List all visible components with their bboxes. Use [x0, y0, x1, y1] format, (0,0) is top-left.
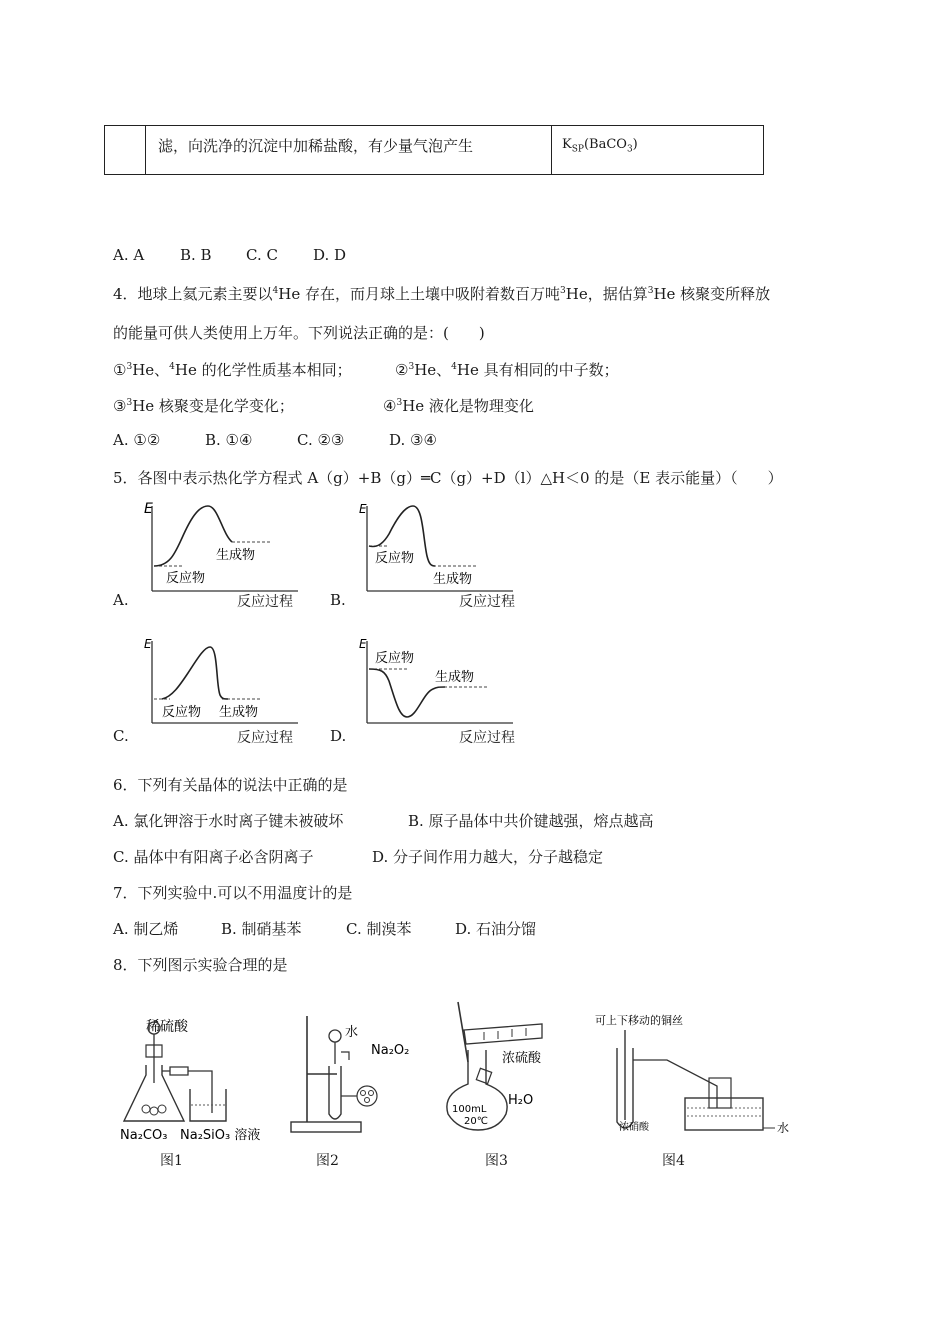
q6-option-a[interactable]: A. 氯化钾溶于水时离子键未被破坏 — [113, 812, 344, 830]
figure-4-caption: 图4 — [662, 1153, 685, 1169]
q6-option-b[interactable]: B. 原子晶体中共价键越强，熔点越高 — [408, 812, 654, 830]
energy-curve — [162, 647, 228, 699]
water-trough — [685, 1098, 763, 1130]
sodium-carbonate-label: Na₂CO₃ — [120, 1128, 168, 1143]
q5-graph-b-letter[interactable]: B. — [330, 591, 346, 609]
answer-table-row — [104, 125, 764, 175]
energy-curve — [369, 669, 445, 717]
reactant-label: 反应物 — [375, 651, 415, 666]
q7-option-b[interactable]: B. 制硝基苯 — [221, 920, 302, 938]
copper-wire-label: 可上下移动的铜丝 — [595, 1014, 683, 1027]
energy-axis-label: E — [359, 502, 367, 516]
water-formula-label: H₂O — [508, 1093, 534, 1108]
q5-graph-c-xlabel: 反应过程 — [237, 730, 293, 746]
dilute-sulfuric-acid-label: 稀硫酸 — [146, 1019, 188, 1035]
q8-stem: 8．下列图示实验合理的是 — [113, 956, 288, 974]
graduated-cylinder — [464, 1024, 542, 1044]
q4-option-d[interactable]: D. ③④ — [389, 431, 437, 449]
q4-stem-line1: 4．地球上氦元素主要以$^4$He 存在，而月球上土壤中吸附着数百万吨$^3$He，据估算$^3$He 核聚变所释放 — [113, 285, 771, 303]
sodium-peroxide-label: Na₂O₂ — [371, 1043, 410, 1058]
product-label: 生成物 — [216, 548, 256, 563]
product-label: 生成物 — [219, 705, 259, 720]
q3-option-d[interactable]: D. D — [313, 246, 347, 264]
conc-nitric-acid-label: 浓硝酸 — [619, 1122, 649, 1133]
q7-stem: 7．下列实验中.可以不用温度计的是 — [113, 884, 353, 902]
water-label: 水 — [777, 1121, 790, 1135]
delivery-tube — [633, 1060, 717, 1108]
q5-stem: 5．各图中表示热化学方程式 A（g）+B（g）═C（g）+D（l）△H＜0 的是（E 表示能量）（ ） — [113, 469, 783, 487]
q8-figure-3 — [438, 998, 578, 1140]
conc-sulfuric-acid-label: 浓硫酸 — [502, 1051, 542, 1066]
table-cell-procedure: 滤，向洗净的沉淀中加稀盐酸，有少量气泡产生 — [146, 126, 552, 174]
energy-axis-label: E — [144, 501, 153, 517]
q8-figure-2 — [285, 1010, 415, 1140]
figure-2-caption: 图2 — [316, 1153, 339, 1169]
flask-volume-label: 100mL — [452, 1104, 487, 1115]
q5-graph-c-letter[interactable]: C. — [113, 727, 129, 745]
q5-graph-b-xlabel: 反应过程 — [459, 594, 515, 610]
product-label: 生成物 — [433, 572, 473, 587]
q7-option-d[interactable]: D. 石油分馏 — [455, 920, 537, 938]
reactant-label: 反应物 — [162, 705, 202, 720]
q6-option-d[interactable]: D. 分子间作用力越大，分子越稳定 — [372, 848, 604, 866]
q8-figure-4 — [595, 1010, 795, 1140]
q5-graph-d-letter[interactable]: D. — [330, 727, 347, 745]
figure-1-caption: 图1 — [160, 1153, 183, 1169]
q7-option-c[interactable]: C. 制溴苯 — [346, 920, 412, 938]
q4-option-b[interactable]: B. ①④ — [205, 431, 253, 449]
figure-3-caption: 图3 — [485, 1153, 508, 1169]
stand-base — [291, 1122, 361, 1132]
q4-option-c[interactable]: C. ②③ — [297, 431, 345, 449]
q4-statement-4: ④$^3$He 液化是物理变化 — [383, 397, 534, 415]
reactant-label: 反应物 — [375, 551, 415, 566]
q4-statement-2: ②$^3$He、$^4$He 具有相同的中子数； — [395, 361, 619, 379]
q6-stem: 6．下列有关晶体的说法中正确的是 — [113, 776, 348, 794]
q5-graph-d-xlabel: 反应过程 — [459, 730, 515, 746]
q4-option-a[interactable]: A. ①② — [113, 431, 161, 449]
q4-stem-line2: 的能量可供人类使用上万年。下列说法正确的是：( ) — [113, 324, 485, 342]
energy-axis-label: E — [359, 637, 367, 651]
sodium-silicate-label: Na₂SiO₃ 溶液 — [180, 1128, 261, 1143]
q5-graph-a-letter[interactable]: A. — [113, 591, 129, 609]
q3-option-a[interactable]: A. A — [113, 246, 145, 264]
reactant-label: 反应物 — [166, 571, 206, 586]
q3-option-b[interactable]: B. B — [180, 246, 212, 264]
q3-option-c[interactable]: C. C — [246, 246, 278, 264]
energy-axis-label: E — [144, 637, 152, 651]
product-label: 生成物 — [435, 670, 475, 685]
q4-statement-3: ③$^3$He 核聚变是化学变化； — [113, 397, 294, 415]
q7-option-a[interactable]: A. 制乙烯 — [113, 920, 179, 938]
table-cell-index — [105, 126, 146, 174]
q6-option-c[interactable]: C. 晶体中有阳离子必含阴离子 — [113, 848, 314, 866]
flask-temp-label: 20℃ — [464, 1116, 488, 1127]
q5-graph-a-xlabel: 反应过程 — [237, 594, 293, 610]
table-cell-conclusion: $K_{SP}(BaCO_3)$ — [562, 137, 638, 155]
q8-figure-1 — [118, 1005, 278, 1145]
water-label: 水 — [345, 1025, 359, 1040]
gas-collection-bottle — [709, 1078, 731, 1108]
q4-statement-1: ①$^3$He、$^4$He 的化学性质基本相同； — [113, 361, 352, 379]
